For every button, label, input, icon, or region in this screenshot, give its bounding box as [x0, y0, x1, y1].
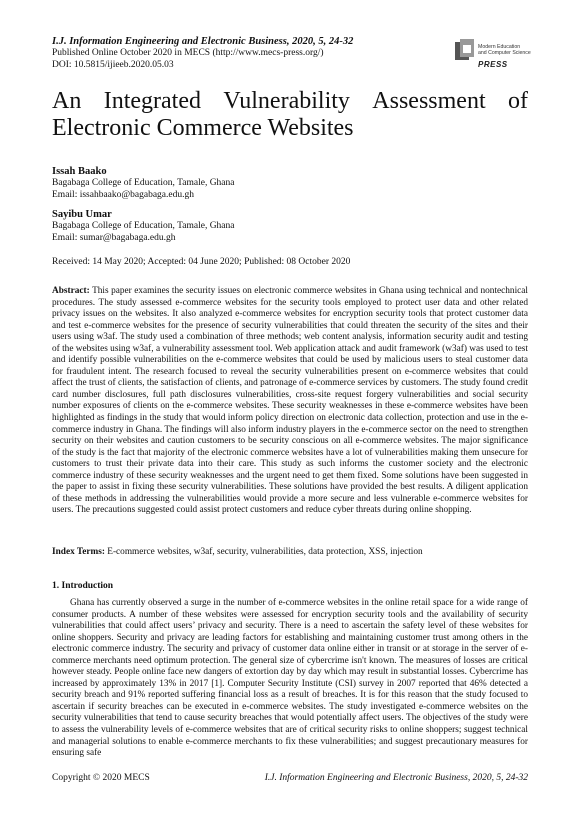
author-affiliation: Bagabaga College of Education, Tamale, Ghana — [52, 178, 235, 188]
author-affiliation: Bagabaga College of Education, Tamale, Ghana — [52, 221, 235, 231]
footer-journal-ref: I.J. Information Engineering and Electronic Business, 2020, 5, 24-32 — [264, 773, 528, 783]
author-block — [52, 166, 528, 201]
mecs-press-logo — [452, 30, 538, 80]
index-terms-text: E-commerce websites, w3af, security, vulnerabilities, data protection, XSS, injection — [107, 547, 423, 557]
abstract-label: Abstract: — [52, 286, 90, 296]
abstract-text: This paper examines the security issues on electronic commerce websites in Ghana using technical and nontechnical procedures. The study assessed e-commerce websites for the security tools employed to protect user data and other related privacy issues on the websites. It also analyzed e-commerce websites for encryption security tools that protect customer data and test e-commerce websites for the presence of security vulnerabilities that could threaten the security of the sites and their users using w3af. The study used a combination of three methods; web content analysis, information security audit and testing of the websites using w3af, a vulnerability assessment tool. Web application attack and audit framework (w3af) was used to test and identify possible vulnerabilities on the e-commerce websites that could be used by malicious users to steal customer data for fraudulent intent. The research focused to reveal the security vulnerabilities present on e-commerce websites that could affect the trust of clients, the satisfaction of clients, and patronage of e-commerce services by customers. The study found credit card number disclosures, full path disclosures vulnerabilities, cross-site request forgery vulnerabilities and social security number exposures of clients on the e-commerce websites. These security weaknesses in these e-commerce websites have been highlighted as findings in the study that would inform policy direction on electronic data collection, protection and use in the e-commerce industry in Ghana. The findings will also inform industry players in the e-commerce sector on the need to strengthen security on their websites and caution customers to be security conscious on all e-commerce websites. The major significance of the study is the fact that majority of the electronic commerce websites have a lot of vulnerabilities making them unsecure for customers to trust their private data into their care. This study as such informs the customer society and the electronic commerce industry of these security weaknesses and the urgent need to get them fixed. Some solutions have been suggested in the paper to assist in fixing these security vulnerabilities. These solutions have provided the best results. A diligent application of these methods in addressing the vulnerabilities would provide a more secure and less vulnerable e-commerce websites for users. The precautions suggested could assist protect customers and reduce cyber threats during online shopping. — [52, 286, 528, 516]
introduction-text: Ghana has currently observed a surge in the number of e-commerce websites in the online retail space for a wide range of consumer products. A number of these websites were assessed for encryption security tools and the availability of security vulnerabilities that could affect users’ privacy and security. There is a need to ascertain the safety level of these websites for online shoppers. Security and privacy are leading factors for establishing and maintaining customer trust among others in the electronic commerce industry. The security and privacy of customer data online either in transit or at storage in the server of e-commerce merchants need optimum protection. The general size of cybercrime isn't known. The measures of losses are critical however steady. People online face new dangers of extortion day by day which may result in substantial losses. Cybercrime has increased by approximately 13% in 2017 [1]. Computer Security Institute (CSI) survey in 2007 reported that 46% detected a security breach and 91% reported suffering financial loss as a result of breaches. It is for this reason that the study focused to ascertain if security breaches can be executed in e-commerce websites. The study investigated e-commerce websites on the security vulnerabilities that tend to cause security breaches that would potentially affect users. The objectives of the study were to assess the vulnerability levels of e-commerce websites that are of critical security risks to online shoppers; suggest technical and managerial solutions to enable e-commerce merchants to fix these vulnerabilities; and suggest precautionary measures for ensuring safe — [52, 598, 528, 759]
title-line1 — [52, 88, 528, 115]
logo-press: PRESS — [478, 60, 508, 69]
paper-title — [52, 88, 528, 142]
author-name: Issah Baako — [52, 166, 107, 177]
title-word: An — [52, 88, 82, 114]
title-word: Integrated — [103, 88, 201, 114]
section-heading: 1. Introduction — [52, 581, 114, 591]
author-list — [52, 166, 528, 252]
index-terms-label: Index Terms: — [52, 547, 105, 557]
logo-line2: and Computer Science — [478, 50, 531, 56]
author-name: Sayibu Umar — [52, 209, 112, 220]
mecs-logo-icon — [454, 38, 476, 64]
abstract — [52, 286, 528, 517]
author-email: Email: issahbaako@bagabaga.edu.gh — [52, 189, 194, 200]
title-word: Vulnerability — [223, 88, 350, 114]
title-word: of — [508, 88, 528, 114]
index-terms — [52, 546, 528, 558]
logo-line1: Modern Education — [478, 44, 521, 50]
author-block — [52, 209, 528, 244]
publication-dates: Received: 14 May 2020; Accepted: 04 June 2020; Published: 08 October 2020 — [52, 257, 351, 267]
footer-copyright: Copyright © 2020 MECS — [52, 773, 150, 783]
journal-title-line: I.J. Information Engineering and Electronic Business, 2020, 5, 24-32 — [52, 36, 354, 47]
author-email: Email: sumar@bagabaga.edu.gh — [52, 232, 176, 243]
published-line: Published Online October 2020 in MECS (http://www.mecs-press.org/) — [52, 48, 324, 58]
title-word: Assessment — [372, 88, 486, 114]
title-line2: Electronic Commerce Websites — [52, 115, 354, 141]
doi-line: DOI: 10.5815/ijieeb.2020.05.03 — [52, 59, 174, 70]
